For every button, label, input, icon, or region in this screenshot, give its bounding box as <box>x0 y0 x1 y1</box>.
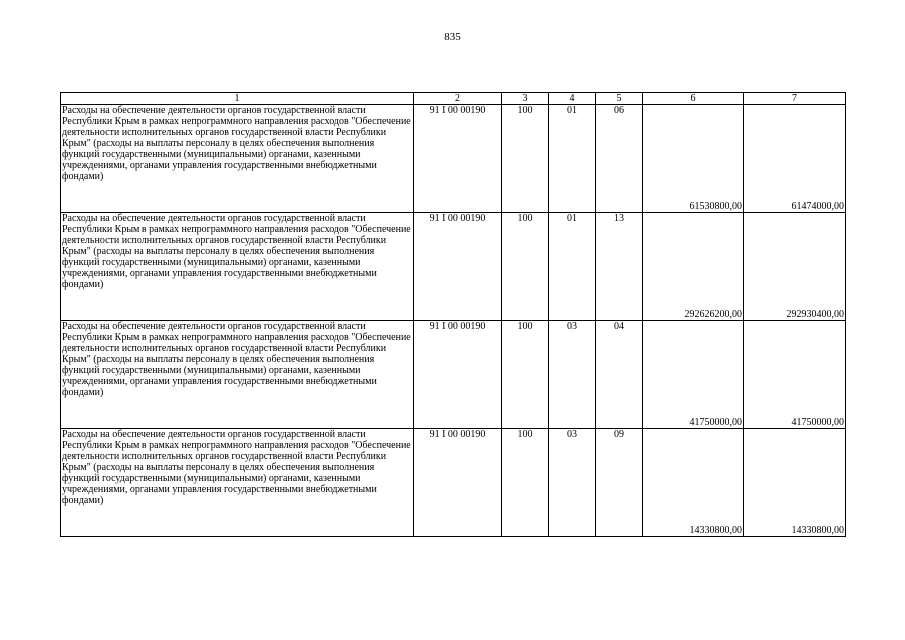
amount-column-7: 61474000,00 <box>744 105 846 213</box>
subsection-code: 13 <box>596 213 643 321</box>
table-row <box>61 213 846 321</box>
target-article-code: 91 I 00 00190 <box>414 321 502 429</box>
subsection-code: 04 <box>596 321 643 429</box>
amount-column-6: 292626200,00 <box>643 213 744 321</box>
column-header-2: 2 <box>414 93 502 105</box>
amount-column-7: 14330800,00 <box>744 429 846 537</box>
section-code: 01 <box>549 105 596 213</box>
column-header-7: 7 <box>744 93 846 105</box>
section-code: 03 <box>549 429 596 537</box>
subsection-code: 06 <box>596 105 643 213</box>
section-code: 01 <box>549 213 596 321</box>
target-article-code: 91 I 00 00190 <box>414 429 502 537</box>
expense-description: Расходы на обеспечение деятельности органов государственной власти Республики Крым в рамках непрограммного направления расходов "Обеспечение деятельности исполнительных органов государственной власти Республики Крым" (расходы на выплаты персоналу в целях обеспечения выполнения функций государственными (муниципальными) органами, казенными учреждениями, органами управления государственными внебюджетными фондами) <box>61 213 414 321</box>
subsection-code: 09 <box>596 429 643 537</box>
column-header-4: 4 <box>549 93 596 105</box>
expense-type-code: 100 <box>502 105 549 213</box>
expense-type-code: 100 <box>502 429 549 537</box>
amount-column-7: 41750000,00 <box>744 321 846 429</box>
column-header-5: 5 <box>596 93 643 105</box>
page-number: 835 <box>444 31 461 43</box>
amount-column-6: 14330800,00 <box>643 429 744 537</box>
table-row <box>61 105 846 213</box>
table-row <box>61 321 846 429</box>
column-header-3: 3 <box>502 93 549 105</box>
amount-column-7: 292930400,00 <box>744 213 846 321</box>
column-header-1: 1 <box>61 93 414 105</box>
expense-type-code: 100 <box>502 321 549 429</box>
section-code: 03 <box>549 321 596 429</box>
target-article-code: 91 I 00 00190 <box>414 213 502 321</box>
amount-column-6: 61530800,00 <box>643 105 744 213</box>
expense-description: Расходы на обеспечение деятельности органов государственной власти Республики Крым в рамках непрограммного направления расходов "Обеспечение деятельности исполнительных органов государственной власти Республики Крым" (расходы на выплаты персоналу в целях обеспечения выполнения функций государственными (муниципальными) органами, казенными учреждениями, органами управления государственными внебюджетными фондами) <box>61 321 414 429</box>
amount-column-6: 41750000,00 <box>643 321 744 429</box>
target-article-code: 91 I 00 00190 <box>414 105 502 213</box>
expense-description: Расходы на обеспечение деятельности органов государственной власти Республики Крым в рамках непрограммного направления расходов "Обеспечение деятельности исполнительных органов государственной власти Республики Крым" (расходы на выплаты персоналу в целях обеспечения выполнения функций государственными (муниципальными) органами, казенными учреждениями, органами управления государственными внебюджетными фондами) <box>61 429 414 537</box>
table-row <box>61 429 846 537</box>
column-header-6: 6 <box>643 93 744 105</box>
budget-table <box>60 92 846 537</box>
header-row <box>61 93 846 105</box>
expense-type-code: 100 <box>502 213 549 321</box>
expense-description: Расходы на обеспечение деятельности органов государственной власти Республики Крым в рамках непрограммного направления расходов "Обеспечение деятельности исполнительных органов государственной власти Республики Крым" (расходы на выплаты персоналу в целях обеспечения выполнения функций государственными (муниципальными) органами, казенными учреждениями, органами управления государственными внебюджетными фондами) <box>61 105 414 213</box>
